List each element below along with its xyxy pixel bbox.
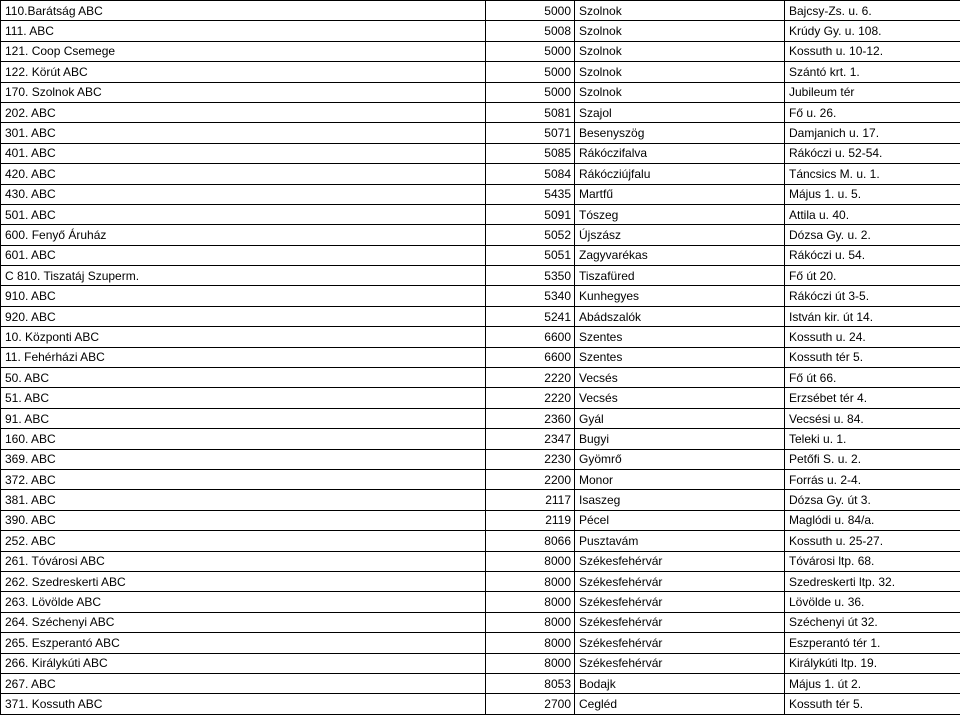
table-row bbox=[1, 347, 960, 367]
store-name-cell: 369. ABC bbox=[1, 449, 486, 469]
table-row bbox=[1, 633, 960, 653]
store-name-cell: 10. Központi ABC bbox=[1, 327, 486, 347]
address-cell: Erzsébet tér 4. bbox=[785, 388, 960, 408]
address-cell: Petőfi S. u. 2. bbox=[785, 449, 960, 469]
city-cell: Székesfehérvár bbox=[575, 653, 785, 673]
table-row bbox=[1, 429, 960, 449]
postal-code-cell: 5241 bbox=[486, 306, 575, 326]
store-name-cell: 264. Széchenyi ABC bbox=[1, 612, 486, 632]
address-cell: Május 1. út 2. bbox=[785, 673, 960, 693]
table-row bbox=[1, 286, 960, 306]
address-cell: Táncsics M. u. 1. bbox=[785, 164, 960, 184]
city-cell: Szolnok bbox=[575, 41, 785, 61]
postal-code-cell: 2347 bbox=[486, 429, 575, 449]
store-name-cell: 202. ABC bbox=[1, 102, 486, 122]
city-cell: Kunhegyes bbox=[575, 286, 785, 306]
postal-code-cell: 8000 bbox=[486, 571, 575, 591]
city-cell: Monor bbox=[575, 469, 785, 489]
city-cell: Pécel bbox=[575, 510, 785, 530]
table-row bbox=[1, 408, 960, 428]
postal-code-cell: 5052 bbox=[486, 225, 575, 245]
table-row bbox=[1, 1, 960, 21]
store-name-cell: 51. ABC bbox=[1, 388, 486, 408]
store-name-cell: 160. ABC bbox=[1, 429, 486, 449]
postal-code-cell: 2360 bbox=[486, 408, 575, 428]
store-name-cell: 111. ABC bbox=[1, 21, 486, 41]
table-row bbox=[1, 531, 960, 551]
city-cell: Gyál bbox=[575, 408, 785, 428]
store-name-cell: 430. ABC bbox=[1, 184, 486, 204]
table-row bbox=[1, 62, 960, 82]
postal-code-cell: 5051 bbox=[486, 245, 575, 265]
store-name-cell: 920. ABC bbox=[1, 306, 486, 326]
store-name-cell: 121. Coop Csemege bbox=[1, 41, 486, 61]
address-cell: Maglódi u. 84/a. bbox=[785, 510, 960, 530]
table-row bbox=[1, 612, 960, 632]
city-cell: Rákóczifalva bbox=[575, 143, 785, 163]
table-row bbox=[1, 41, 960, 61]
address-cell: Vecsési u. 84. bbox=[785, 408, 960, 428]
postal-code-cell: 5000 bbox=[486, 62, 575, 82]
address-cell: Kossuth u. 24. bbox=[785, 327, 960, 347]
table-row bbox=[1, 469, 960, 489]
table-row bbox=[1, 551, 960, 571]
address-cell: Május 1. u. 5. bbox=[785, 184, 960, 204]
address-cell: István kir. út 14. bbox=[785, 306, 960, 326]
postal-code-cell: 2700 bbox=[486, 694, 575, 714]
table-row bbox=[1, 102, 960, 122]
city-cell: Szolnok bbox=[575, 21, 785, 41]
postal-code-cell: 5071 bbox=[486, 123, 575, 143]
postal-code-cell: 5084 bbox=[486, 164, 575, 184]
city-cell: Cegléd bbox=[575, 694, 785, 714]
address-cell: Rákóczi u. 54. bbox=[785, 245, 960, 265]
city-cell: Székesfehérvár bbox=[575, 592, 785, 612]
address-cell: Fő u. 26. bbox=[785, 102, 960, 122]
city-cell: Besenyszög bbox=[575, 123, 785, 143]
address-cell: Kossuth u. 25-27. bbox=[785, 531, 960, 551]
postal-code-cell: 5340 bbox=[486, 286, 575, 306]
postal-code-cell: 8066 bbox=[486, 531, 575, 551]
store-name-cell: 601. ABC bbox=[1, 245, 486, 265]
address-cell: Fő út 66. bbox=[785, 368, 960, 388]
postal-code-cell: 2200 bbox=[486, 469, 575, 489]
postal-code-cell: 5000 bbox=[486, 82, 575, 102]
table-row bbox=[1, 204, 960, 224]
store-name-cell: 372. ABC bbox=[1, 469, 486, 489]
city-cell: Szolnok bbox=[575, 82, 785, 102]
address-cell: Kossuth u. 10-12. bbox=[785, 41, 960, 61]
postal-code-cell: 5008 bbox=[486, 21, 575, 41]
store-name-cell: 371. Kossuth ABC bbox=[1, 694, 486, 714]
postal-code-cell: 8053 bbox=[486, 673, 575, 693]
store-list-body bbox=[1, 1, 960, 715]
store-name-cell: 266. Királykúti ABC bbox=[1, 653, 486, 673]
table-row bbox=[1, 368, 960, 388]
table-row bbox=[1, 225, 960, 245]
address-cell: Teleki u. 1. bbox=[785, 429, 960, 449]
store-name-cell: 381. ABC bbox=[1, 490, 486, 510]
store-name-cell: 263. Lövölde ABC bbox=[1, 592, 486, 612]
address-cell: Jubileum tér bbox=[785, 82, 960, 102]
address-cell: Damjanich u. 17. bbox=[785, 123, 960, 143]
postal-code-cell: 5000 bbox=[486, 1, 575, 21]
postal-code-cell: 8000 bbox=[486, 551, 575, 571]
table-row bbox=[1, 673, 960, 693]
table-row bbox=[1, 184, 960, 204]
store-name-cell: 267. ABC bbox=[1, 673, 486, 693]
postal-code-cell: 8000 bbox=[486, 612, 575, 632]
address-cell: Bajcsy-Zs. u. 6. bbox=[785, 1, 960, 21]
address-cell: Lövölde u. 36. bbox=[785, 592, 960, 612]
address-cell: Tóvárosi ltp. 68. bbox=[785, 551, 960, 571]
city-cell: Isaszeg bbox=[575, 490, 785, 510]
postal-code-cell: 2119 bbox=[486, 510, 575, 530]
city-cell: Pusztavám bbox=[575, 531, 785, 551]
store-name-cell: 50. ABC bbox=[1, 368, 486, 388]
postal-code-cell: 5081 bbox=[486, 102, 575, 122]
table-row bbox=[1, 245, 960, 265]
city-cell: Martfű bbox=[575, 184, 785, 204]
table-row bbox=[1, 490, 960, 510]
address-cell: Dózsa Gy. út 3. bbox=[785, 490, 960, 510]
city-cell: Székesfehérvár bbox=[575, 571, 785, 591]
table-row bbox=[1, 653, 960, 673]
table-row bbox=[1, 123, 960, 143]
table-row bbox=[1, 82, 960, 102]
city-cell: Szolnok bbox=[575, 1, 785, 21]
store-name-cell: 301. ABC bbox=[1, 123, 486, 143]
store-name-cell: C 810. Tiszatáj Szuperm. bbox=[1, 266, 486, 286]
postal-code-cell: 2230 bbox=[486, 449, 575, 469]
city-cell: Székesfehérvár bbox=[575, 551, 785, 571]
table-row bbox=[1, 21, 960, 41]
store-name-cell: 91. ABC bbox=[1, 408, 486, 428]
postal-code-cell: 2220 bbox=[486, 388, 575, 408]
postal-code-cell: 5091 bbox=[486, 204, 575, 224]
table-row bbox=[1, 510, 960, 530]
table-row bbox=[1, 449, 960, 469]
address-cell: Rákóczi út 3-5. bbox=[785, 286, 960, 306]
table-row bbox=[1, 388, 960, 408]
city-cell: Tiszafüred bbox=[575, 266, 785, 286]
store-name-cell: 262. Szedreskerti ABC bbox=[1, 571, 486, 591]
city-cell: Gyömrő bbox=[575, 449, 785, 469]
address-cell: Szántó krt. 1. bbox=[785, 62, 960, 82]
store-name-cell: 265. Eszperantó ABC bbox=[1, 633, 486, 653]
store-name-cell: 261. Tóvárosi ABC bbox=[1, 551, 486, 571]
store-name-cell: 501. ABC bbox=[1, 204, 486, 224]
city-cell: Rákócziújfalu bbox=[575, 164, 785, 184]
table-row bbox=[1, 592, 960, 612]
store-name-cell: 122. Körút ABC bbox=[1, 62, 486, 82]
postal-code-cell: 8000 bbox=[486, 592, 575, 612]
postal-code-cell: 2220 bbox=[486, 368, 575, 388]
store-name-cell: 401. ABC bbox=[1, 143, 486, 163]
store-name-cell: 170. Szolnok ABC bbox=[1, 82, 486, 102]
city-cell: Abádszalók bbox=[575, 306, 785, 326]
table-row bbox=[1, 164, 960, 184]
address-cell: Eszperantó tér 1. bbox=[785, 633, 960, 653]
store-name-cell: 390. ABC bbox=[1, 510, 486, 530]
city-cell: Szolnok bbox=[575, 62, 785, 82]
address-cell: Széchenyi út 32. bbox=[785, 612, 960, 632]
table-row bbox=[1, 143, 960, 163]
address-cell: Fő út 20. bbox=[785, 266, 960, 286]
postal-code-cell: 5085 bbox=[486, 143, 575, 163]
address-cell: Kossuth tér 5. bbox=[785, 347, 960, 367]
postal-code-cell: 5000 bbox=[486, 41, 575, 61]
store-name-cell: 910. ABC bbox=[1, 286, 486, 306]
postal-code-cell: 8000 bbox=[486, 653, 575, 673]
city-cell: Székesfehérvár bbox=[575, 612, 785, 632]
city-cell: Vecsés bbox=[575, 368, 785, 388]
city-cell: Tószeg bbox=[575, 204, 785, 224]
city-cell: Bugyi bbox=[575, 429, 785, 449]
city-cell: Székesfehérvár bbox=[575, 633, 785, 653]
store-name-cell: 420. ABC bbox=[1, 164, 486, 184]
city-cell: Szajol bbox=[575, 102, 785, 122]
postal-code-cell: 5435 bbox=[486, 184, 575, 204]
address-cell: Forrás u. 2-4. bbox=[785, 469, 960, 489]
postal-code-cell: 5350 bbox=[486, 266, 575, 286]
address-cell: Királykúti ltp. 19. bbox=[785, 653, 960, 673]
store-name-cell: 110.Barátság ABC bbox=[1, 1, 486, 21]
postal-code-cell: 6600 bbox=[486, 347, 575, 367]
city-cell: Szentes bbox=[575, 347, 785, 367]
store-name-cell: 252. ABC bbox=[1, 531, 486, 551]
address-cell: Dózsa Gy. u. 2. bbox=[785, 225, 960, 245]
postal-code-cell: 6600 bbox=[486, 327, 575, 347]
address-cell: Kossuth tér 5. bbox=[785, 694, 960, 714]
city-cell: Vecsés bbox=[575, 388, 785, 408]
address-cell: Szedreskerti ltp. 32. bbox=[785, 571, 960, 591]
table-row bbox=[1, 694, 960, 714]
postal-code-cell: 2117 bbox=[486, 490, 575, 510]
postal-code-cell: 8000 bbox=[486, 633, 575, 653]
table-row bbox=[1, 266, 960, 286]
store-name-cell: 600. Fenyő Áruház bbox=[1, 225, 486, 245]
city-cell: Bodajk bbox=[575, 673, 785, 693]
table-row bbox=[1, 571, 960, 591]
city-cell: Szentes bbox=[575, 327, 785, 347]
table-row bbox=[1, 327, 960, 347]
city-cell: Újszász bbox=[575, 225, 785, 245]
table-row bbox=[1, 306, 960, 326]
address-cell: Attila u. 40. bbox=[785, 204, 960, 224]
address-cell: Rákóczi u. 52-54. bbox=[785, 143, 960, 163]
city-cell: Zagyvarékas bbox=[575, 245, 785, 265]
store-name-cell: 11. Fehérházi ABC bbox=[1, 347, 486, 367]
address-cell: Krúdy Gy. u. 108. bbox=[785, 21, 960, 41]
